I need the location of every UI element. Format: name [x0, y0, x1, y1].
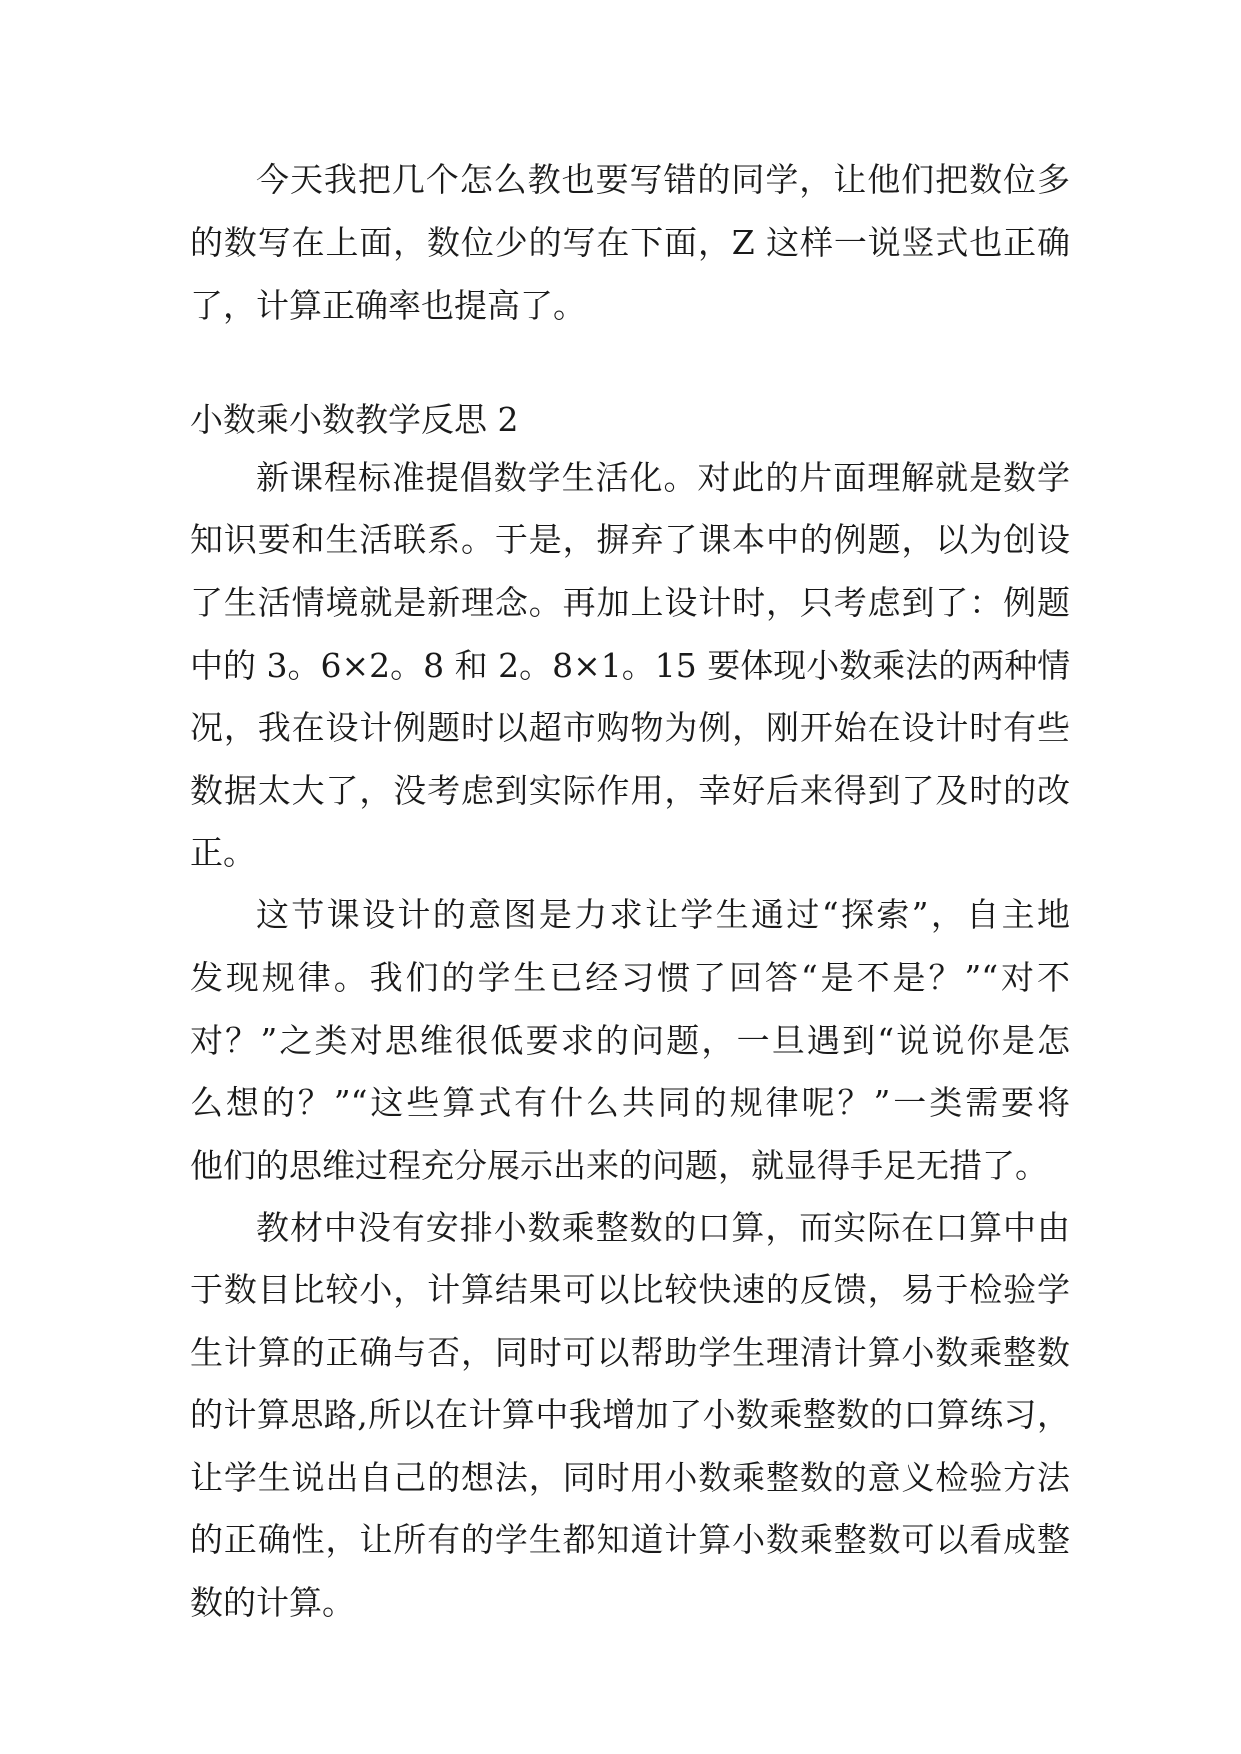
paragraph-line: 了，计算正确率也提高了。 — [190, 286, 586, 325]
paragraph-line: 他们的思维过程充分展示出来的问题，就显得手足无措了。 — [190, 1146, 1048, 1185]
paragraph-line: 么想的？”“这些算式有什么共同的规律呢？”一类需要将 — [190, 1083, 1070, 1122]
paragraph-line: 正。 — [190, 833, 256, 872]
paragraph-line: 的数写在上面，数位少的写在下面，Z 这样一说竖式也正确 — [190, 223, 1070, 262]
paragraph-line: 对？”之类对思维很低要求的问题，一旦遇到“说说你是怎 — [190, 1021, 1070, 1060]
paragraph-line: 的正确性，让所有的学生都知道计算小数乘整数可以看成整 — [190, 1520, 1070, 1559]
paragraph-line: 新课程标准提倡数学生活化。对此的片面理解就是数学 — [256, 458, 1070, 497]
paragraph-line: 这节课设计的意图是力求让学生通过“探索”，自主地 — [256, 895, 1070, 934]
paragraph-line: 数的计算。 — [190, 1583, 355, 1622]
paragraph-line: 发现规律。我们的学生已经习惯了回答“是不是？”“对不 — [190, 958, 1070, 997]
paragraph-line: 的计算思路,所以在计算中我增加了小数乘整数的口算练习， — [190, 1395, 1070, 1434]
section-heading: 小数乘小数教学反思 2 — [190, 400, 519, 439]
paragraph-line: 况，我在设计例题时以超市购物为例，刚开始在设计时有些 — [190, 708, 1070, 747]
paragraph-line: 生计算的正确与否，同时可以帮助学生理清计算小数乘整数 — [190, 1333, 1070, 1372]
paragraph-line: 中的 3。6×2。8 和 2。8×1。15 要体现小数乘法的两种情 — [190, 646, 1071, 685]
paragraph-line: 了生活情境就是新理念。再加上设计时，只考虑到了：例题 — [190, 583, 1070, 622]
paragraph-line: 今天我把几个怎么教也要写错的同学，让他们把数位多 — [256, 160, 1070, 199]
paragraph-line: 知识要和生活联系。于是，摒弃了课本中的例题，以为创设 — [190, 520, 1070, 559]
paragraph-line: 于数目比较小，计算结果可以比较快速的反馈，易于检验学 — [190, 1270, 1070, 1309]
paragraph-line: 数据太大了，没考虑到实际作用，幸好后来得到了及时的改 — [190, 771, 1070, 810]
paragraph-line: 教材中没有安排小数乘整数的口算，而实际在口算中由 — [256, 1208, 1070, 1247]
paragraph-line: 让学生说出自己的想法，同时用小数乘整数的意义检验方法 — [190, 1458, 1070, 1497]
